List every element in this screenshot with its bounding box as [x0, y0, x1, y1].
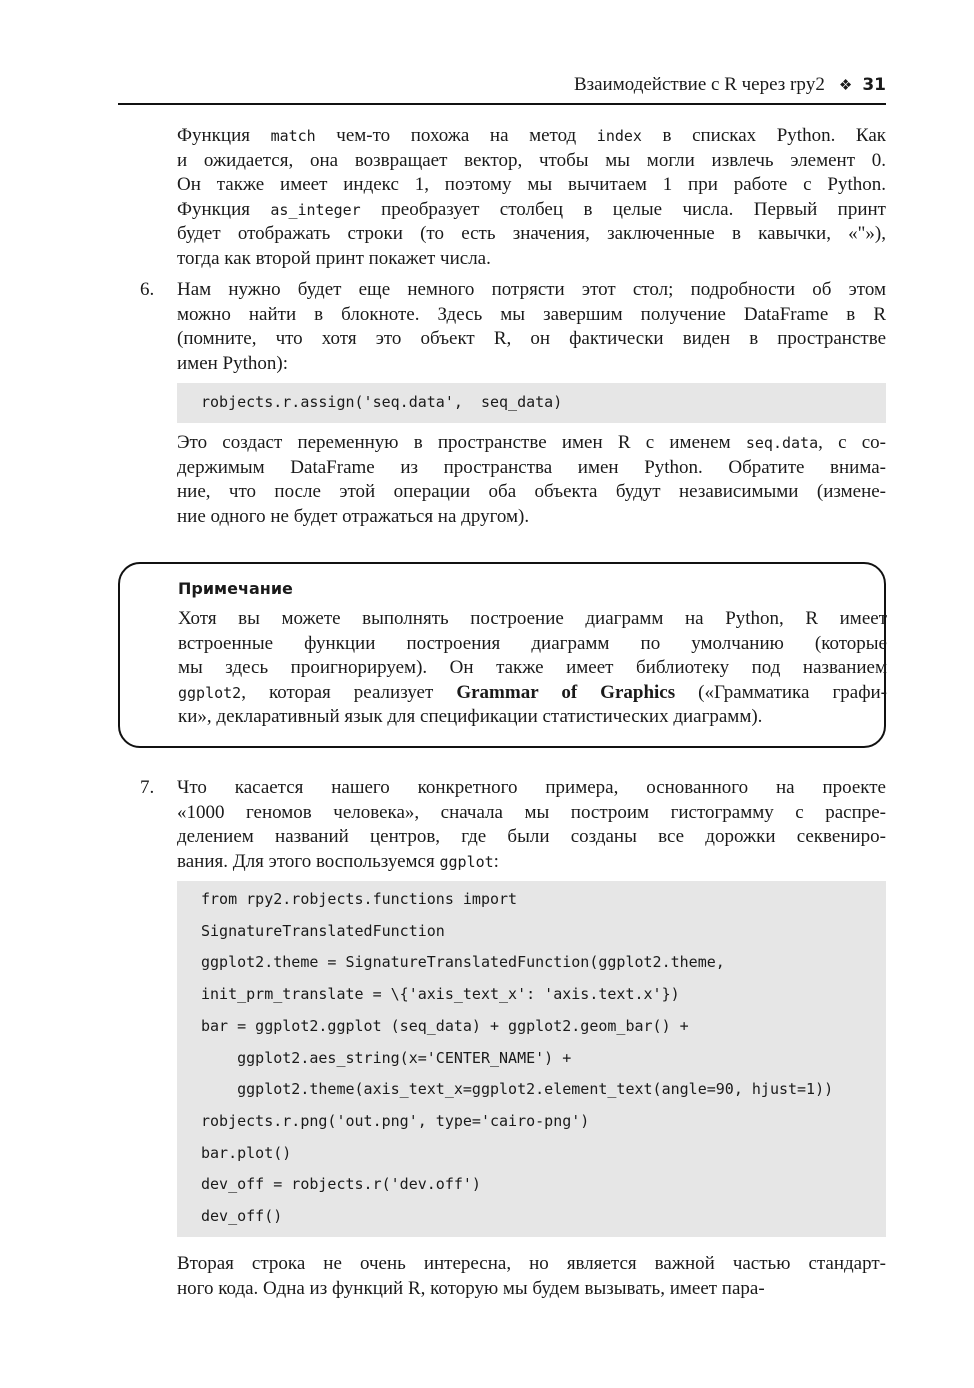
code-line: dev_off = robjects.r('dev.off') — [201, 1175, 481, 1194]
code-line: robjects.r.assign('seq.data', seq_data) — [201, 393, 563, 411]
list-number-6: 6. — [140, 279, 155, 300]
text-line — [177, 222, 886, 247]
note-title: Примечание — [178, 579, 293, 598]
text-run: держимым DataFrame из пространства имен Python. Обратите внима- — [177, 456, 886, 478]
code-block-2 — [177, 881, 886, 1237]
text-run: ки», декларативный язык для спецификации статистических диаграмм). — [178, 706, 763, 727]
code-line: bar.plot() — [201, 1143, 292, 1162]
text-line — [177, 850, 886, 875]
text-line — [178, 632, 887, 657]
running-header — [118, 74, 886, 105]
text-line — [177, 776, 886, 801]
code-line: init_prm_translate = \{'axis_text_x': 'axis.text.x'}) — [201, 985, 680, 1004]
page-number: 31 — [862, 75, 886, 95]
text-line — [177, 278, 886, 303]
text-run: Вторая строка не очень интересна, но является важной частью стандарт- — [177, 1253, 886, 1274]
text-run: преобразует столбец в целые числа. Первый принт — [360, 198, 886, 220]
note-box — [118, 562, 886, 748]
code-line: bar = ggplot2.ggplot (seq_data) + ggplot2.geom_bar() + — [201, 1016, 689, 1035]
paragraph-3 — [177, 1252, 886, 1301]
text-line — [177, 801, 886, 826]
text-line — [177, 173, 886, 198]
note-text — [178, 607, 887, 730]
text-run: Функция — [177, 198, 271, 220]
text-run: ние, что после этой операции оба объекта будут независимыми (измене- — [177, 481, 886, 502]
text-run: : — [493, 850, 499, 872]
inline-code: match — [270, 127, 316, 145]
text-line — [178, 681, 887, 706]
paragraph-1 — [177, 124, 886, 271]
inline-code: seq.data — [745, 434, 819, 452]
text-line — [177, 431, 886, 456]
inline-code: index — [596, 127, 642, 145]
text-run: Это создаст переменную в пространстве имен R с именем — [177, 432, 746, 453]
text-run: в списках Python. Как — [641, 125, 886, 146]
list-item-7 — [177, 776, 886, 874]
text-run: и ожидается, она возвращает вектор, чтобы мы могли извлечь элемент 0. — [177, 149, 886, 171]
text-run: («Грамматика графи- — [675, 681, 887, 703]
ornament-icon: ❖ — [838, 78, 853, 94]
text-run: будет отображать строки (то есть значения, заключенные в кавычки, «"»), — [177, 223, 886, 244]
text-run: Что касается нашего конкретного примера, основанного на проекте — [177, 777, 886, 798]
code-line: ggplot2.theme = SignatureTranslatedFunction(ggplot2.theme, — [201, 953, 725, 972]
inline-code: ggplot — [439, 852, 494, 871]
text-run: ние одного не будет отражаться на другом). — [177, 505, 530, 527]
text-line — [177, 352, 886, 377]
text-run: можно найти в блокноте. Здесь мы завершим получение DataFrame в R — [177, 303, 886, 325]
text-run: Он также имеет индекс 1, поэтому мы вычитаем 1 при работе с Python. — [177, 174, 886, 195]
text-run: Нам нужно будет еще немного потрясти этот стол; подробности об этом — [177, 279, 886, 300]
text-line — [177, 247, 886, 272]
text-run: (помните, что хотя это объект R, он фактически виден в пространстве — [177, 328, 886, 349]
bold-text: Grammar of Graphics — [456, 681, 676, 703]
text-line — [178, 656, 887, 681]
text-run: , которая реализует — [241, 681, 457, 703]
text-line — [177, 825, 886, 850]
text-line — [177, 1277, 886, 1302]
text-run: ного кода. Одна из функций R, которую мы будем вызывать, имеет пара- — [177, 1277, 765, 1299]
text-run: встроенные функции построения диаграмм по умолчанию (которые — [178, 632, 887, 654]
paragraph-2 — [177, 431, 886, 529]
code-line: dev_off() — [201, 1207, 283, 1225]
code-line: ggplot2.aes_string(x='CENTER_NAME') + — [201, 1048, 572, 1067]
list-item-6 — [177, 278, 886, 376]
text-line — [177, 480, 886, 505]
text-line — [177, 456, 886, 481]
text-run: имен Python): — [177, 352, 288, 374]
text-run: мы здесь проигнорируем). Он также имеет библиотеку под названием — [178, 657, 887, 678]
text-line — [177, 505, 886, 530]
text-line — [177, 327, 886, 352]
code-block-1 — [177, 383, 886, 423]
text-run: Хотя вы можете выполнять построение диаграмм на Python, R имеет — [178, 608, 887, 629]
text-run: «1000 геномов человека», сначала мы построим гистограмму с распре- — [177, 801, 886, 823]
text-run: чем-то похожа на метод — [315, 125, 597, 146]
code-line: ggplot2.theme(axis_text_x=ggplot2.element_text(angle=90, hjust=1)) — [201, 1080, 834, 1099]
list-number-7: 7. — [140, 777, 155, 798]
text-run: вания. Для этого воспользуемся — [177, 850, 440, 872]
code-line: robjects.r.png('out.png', type='cairo-png') — [201, 1111, 590, 1130]
text-line — [177, 149, 886, 174]
text-line — [178, 607, 887, 632]
inline-code: ggplot2 — [178, 683, 242, 702]
text-line — [177, 198, 886, 223]
text-run: делением названий центров, где были созданы все дорожки секвениро- — [177, 826, 886, 847]
code-line: from rpy2.robjects.functions import — [201, 890, 518, 908]
text-line — [177, 1252, 886, 1277]
text-run: Функция — [177, 125, 271, 146]
text-line — [177, 303, 886, 328]
text-run: , с со- — [818, 432, 886, 453]
inline-code: as_integer — [270, 200, 361, 219]
text-line — [177, 124, 886, 149]
code-line: SignatureTranslatedFunction — [201, 921, 445, 940]
text-run: тогда как второй принт покажет числа. — [177, 247, 491, 269]
text-line — [178, 705, 887, 730]
header-title: Взаимодействие с R через rpy2 — [573, 74, 825, 95]
